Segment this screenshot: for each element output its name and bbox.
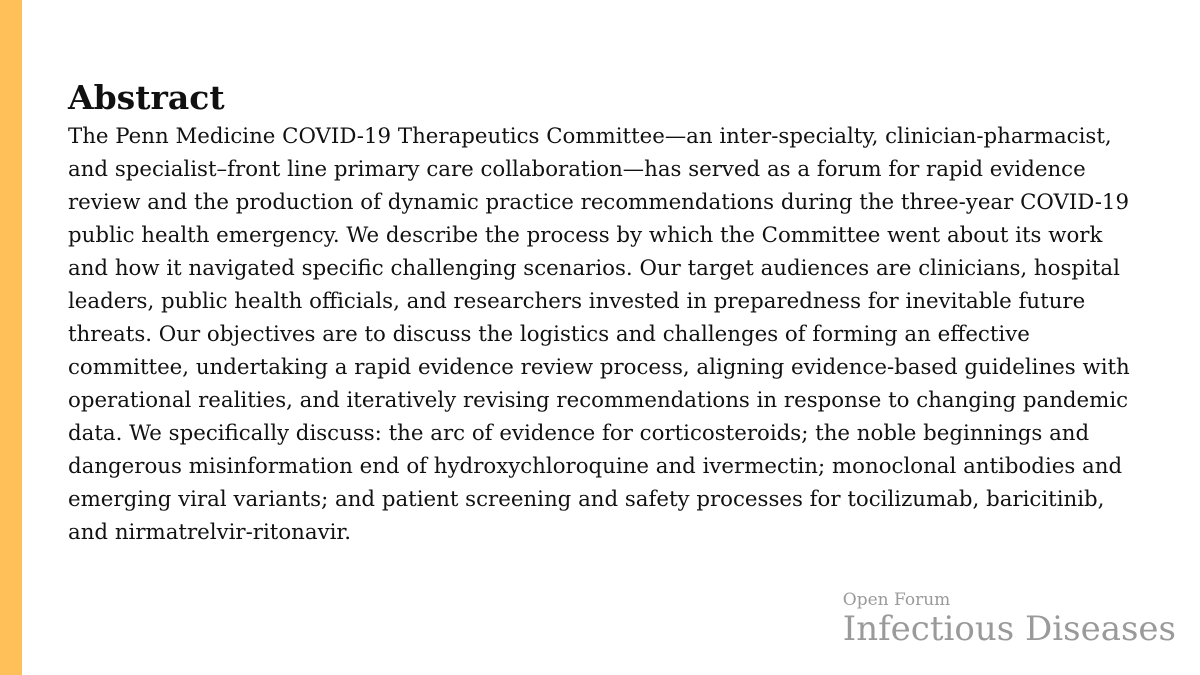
journal-name-line2: Infectious Diseases (842, 609, 1176, 649)
accent-bar (0, 0, 22, 675)
abstract-body: The Penn Medicine COVID-19 Therapeutics Committee—an inter-specialty, clinician-pharmacist, and specialist–front line primary care collaboration—has served as a forum for rapid evidence review and the production of dynamic practice recommendations during the three-year COVID-19 public health emergency. We describe the process by which the Committee went about its work and how it navigated specific challenging scenarios. Our target audiences are clinicians, hospital leaders, public health officials, and researchers invested in preparedness for inevitable future threats. Our objectives are to discuss the logistics and challenges of forming an effective committee, undertaking a rapid evidence review process, aligning evidence-based guidelines with operational realities, and iteratively revising recommendations in response to changing pandemic data. We specifically discuss: the arc of evidence for corticosteroids; the noble beginnings and dangerous misinformation end of hydroxychloroquine and ivermectin; monoclonal antibodies and emerging viral variants; and patient screening and safety processes for tocilizumab, baricitinib, and nirmatrelvir-ritonavir. (68, 124, 1130, 545)
journal-name-line1: Open Forum (842, 590, 951, 610)
abstract-heading: Abstract (68, 78, 225, 117)
journal-logo (843, 589, 1176, 649)
abstract-section (68, 78, 1148, 549)
